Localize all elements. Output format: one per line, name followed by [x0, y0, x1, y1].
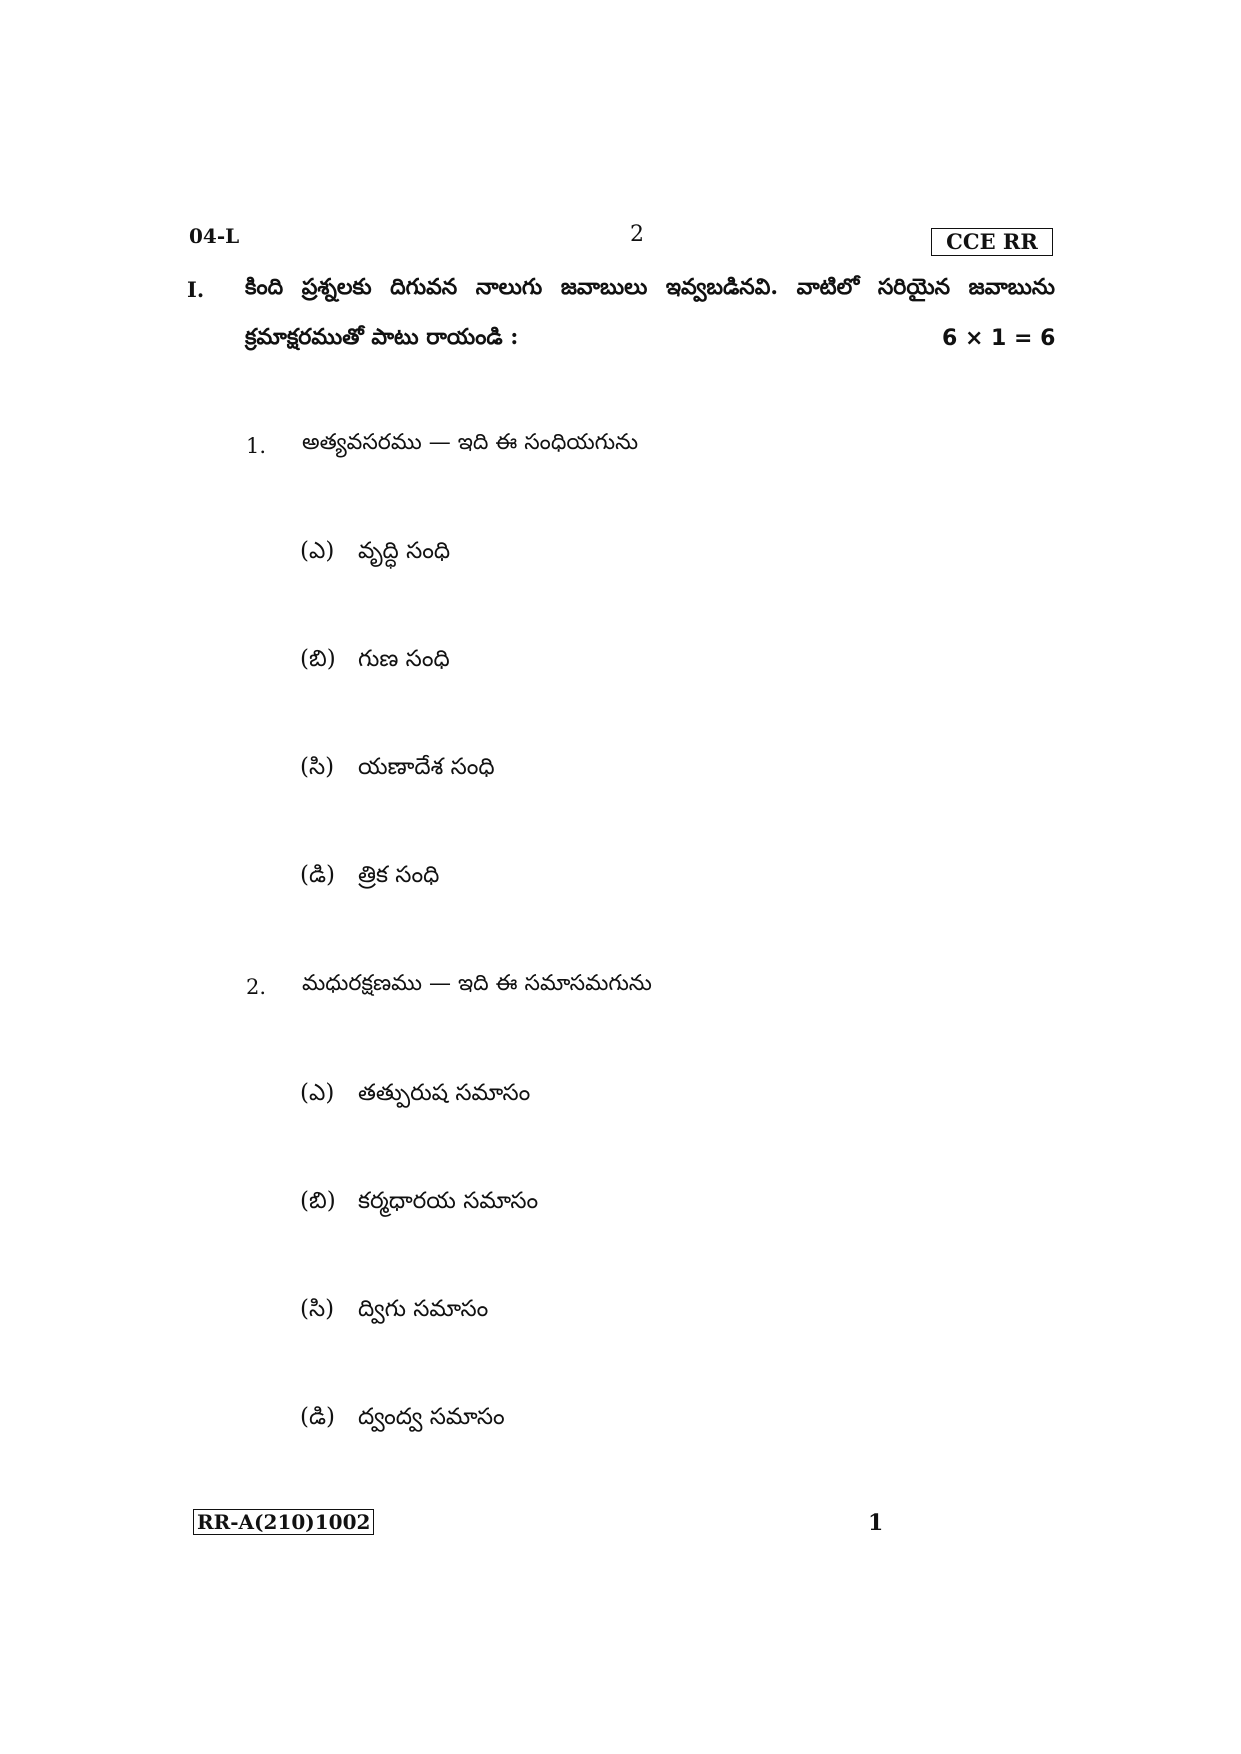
option	[300, 1404, 505, 1436]
instruction-word: జవాబులు	[560, 274, 648, 300]
instruction-word: ఇవ్వబడినవి.	[665, 274, 779, 300]
series-badge: CCE RR	[931, 228, 1053, 256]
question-number: 2.	[246, 975, 267, 999]
option	[300, 1188, 538, 1220]
option-text: ద్వంద్వ సమాసం	[358, 1404, 505, 1430]
option-text: గుణ సంధి	[358, 646, 450, 672]
option-text: ద్విగు సమాసం	[358, 1296, 489, 1322]
instruction-word: సరియైన	[877, 274, 951, 300]
instruction-word: నాలుగు	[475, 274, 543, 300]
option-text: తత్పురుష సమాసం	[358, 1080, 531, 1106]
marks-allocation: 6 × 1 = 6	[942, 326, 1056, 351]
option	[300, 1080, 530, 1112]
question-text: అత్యవసరము — ఇది ఈ సంధియగును	[302, 430, 639, 455]
option-label: (సి)	[300, 1296, 335, 1322]
option-text: త్రిక సంధి	[358, 862, 440, 888]
option	[300, 1296, 488, 1328]
instruction-line-1	[245, 274, 1055, 305]
option	[300, 862, 439, 894]
option-label: (ఎ)	[300, 1080, 335, 1106]
option-label: (బి)	[300, 646, 336, 672]
paper-code: 04-L	[189, 224, 240, 248]
option	[300, 538, 450, 570]
section-number: I.	[187, 277, 205, 302]
instruction-word: కింది	[245, 274, 284, 300]
option-text: కర్మధారయ సమాసం	[358, 1188, 539, 1214]
option	[300, 754, 495, 786]
option-text: వృద్ధి సంధి	[358, 538, 451, 564]
instruction-word: దిగువన	[390, 274, 458, 300]
instruction-word: జవాబును	[968, 274, 1055, 300]
option-label: (డి)	[300, 862, 335, 888]
option	[300, 646, 450, 678]
option-label: (సి)	[300, 754, 335, 780]
instruction-word: ప్రశ్నలకు	[301, 274, 372, 300]
option-text: యణాదేశ సంధి	[358, 754, 495, 780]
option-label: (డి)	[300, 1404, 335, 1430]
option-label: (బి)	[300, 1188, 336, 1214]
footer-code: RR-A(210)1002	[193, 1509, 374, 1535]
page-number: 2	[630, 222, 644, 247]
instruction-word: వాటిలో	[796, 274, 860, 300]
option-label: (ఎ)	[300, 538, 335, 564]
instruction-line-2: క్రమాక్షరముతో పాటు రాయండి :	[245, 324, 519, 350]
question-text: మధురక్షణము — ఇది ఈ సమాసమగును	[302, 971, 652, 996]
question-number: 1.	[246, 434, 267, 458]
sheet-number: 1	[868, 1510, 884, 1536]
